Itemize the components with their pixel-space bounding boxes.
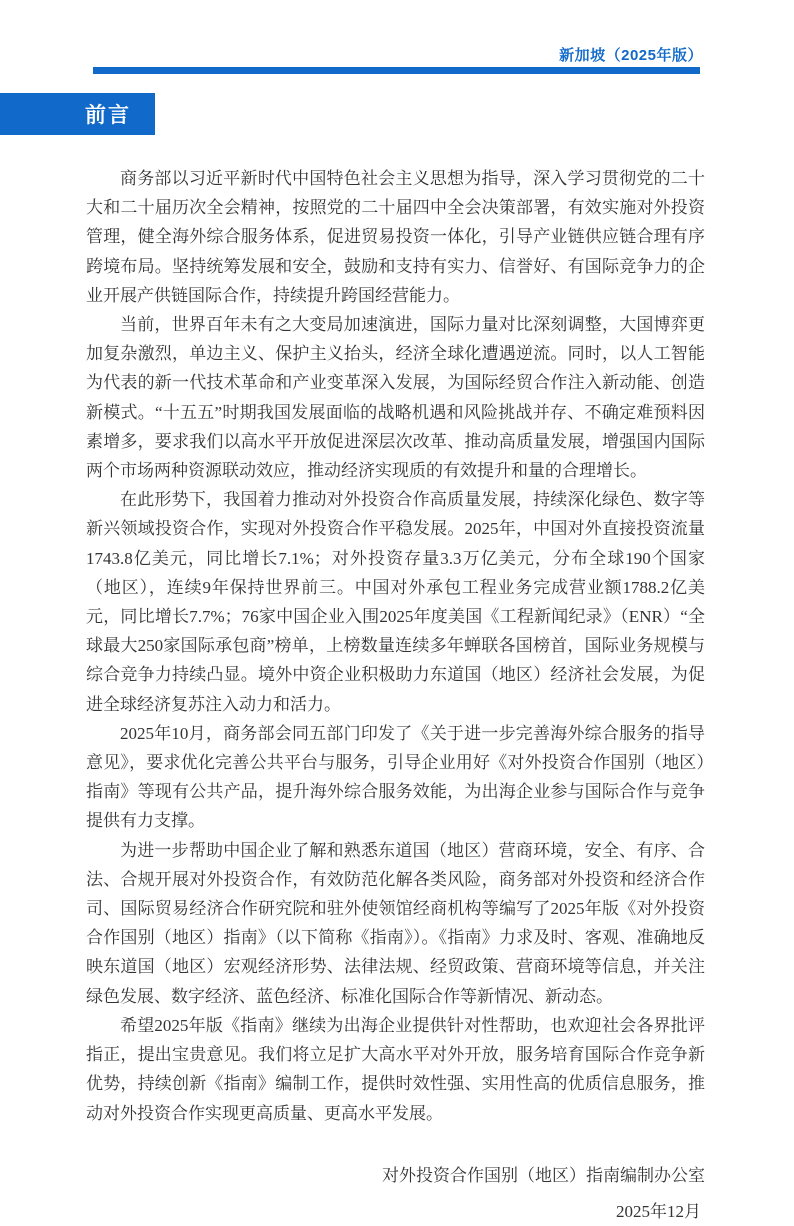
paragraph-investment-statistics: 在此形势下，我国着力推动对外投资合作高质量发展，持续深化绿色、数字等新兴领域投资合作，实现对外投资合作平稳发展。2025年，中国对外直接投资流量1743.8亿美元，同比增长7.1%；对外投资存量3.3万亿美元，分布全球190个国家（地区），连续9年保持世界前三。中国对外承包工程业务完成营业额1788.2亿美元，同比增长7.7%；76家中国企业入围2025年度美国《工程新闻纪录》（ENR）“全球最大250家国际承包商”榜单，上榜数量连续多年蝉联各国榜首，国际业务规模与综合竞争力持续凸显。境外中资企业积极助力东道国（地区）经济社会发展，为促进全球经济复苏注入动力和活力。 [86, 490, 705, 714]
signature-date: 2025年12月 [616, 1201, 701, 1221]
paragraph-global-situation: 当前，世界百年未有之大变局加速演进，国际力量对比深刻调整，大国博弈更加复杂激烈，单边主义、保护主义抬头，经济全球化遭遇逆流。同时，以人工智能为代表的新一代技术革命和产业变革深入发展，为国际经贸合作注入新动能、创造新模式。“十五五”时期我国发展面临的战略机遇和风险挑战并存、不确定难预料因素增多，要求我们以高水平开放促进深层次改革、推动高质量发展，增强国内国际两个市场两种资源联动效应，推动经济实现质的有效提升和量的合理增长。 [86, 315, 705, 481]
paragraph-guide-compilation: 为进一步帮助中国企业了解和熟悉东道国（地区）营商环境，安全、有序、合法、合规开展对外投资合作，有效防范化解各类风险，商务部对外投资和经济合作司、国际贸易经济合作研究院和驻外使领馆经商机构等编写了2025年版《对外投资合作国别（地区）指南》（以下简称《指南》）。《指南》力求及时、客观、准确地反映东道国（地区）宏观经济形势、法律法规、经贸政策、营商环境等信息，并关注绿色发展、数字经济、蓝色经济、标准化国际合作等新情况、新动态。 [86, 840, 705, 1006]
signature-office: 对外投资合作国别（地区）指南编制办公室 [382, 1165, 705, 1185]
paragraph-closing-hope: 希望2025年版《指南》继续为出海企业提供针对性帮助，也欢迎社会各界批评指正，提出宝贵意见。我们将立足扩大高水平对外开放，服务培育国际合作竞争新优势，持续创新《指南》编制工作，提供时效性强、实用性高的优质信息服务，推动对外投资合作实现更高质量、更高水平发展。 [86, 1015, 705, 1123]
paragraph-guidance: 商务部以习近平新时代中国特色社会主义思想为指导，深入学习贯彻党的二十大和二十届历次全会精神，按照党的二十届四中全会决策部署，有效实施对外投资管理，健全海外综合服务体系，促进贸易投资一体化，引导产业链供应链合理有序跨境布局。坚持统筹发展和安全，鼓励和支持有实力、信誉好、有国际竞争力的企业开展产供链国际合作，持续提升跨国经营能力。 [86, 169, 705, 305]
paragraph-policy-document: 2025年10月，商务部会同五部门印发了《关于进一步完善海外综合服务的指导意见》，要求优化完善公共平台与服务，引导企业用好《对外投资合作国别（地区）指南》等现有公共产品，提升海外综合服务效能，为出海企业参与国际合作与竞争提供有力支撑。 [86, 723, 705, 831]
section-title-banner [0, 93, 155, 135]
section-title: 前言 [85, 104, 131, 127]
document-body [86, 164, 705, 1226]
header-edition-label: 新加坡（2025年版） [559, 47, 703, 64]
header-rule [93, 67, 700, 74]
